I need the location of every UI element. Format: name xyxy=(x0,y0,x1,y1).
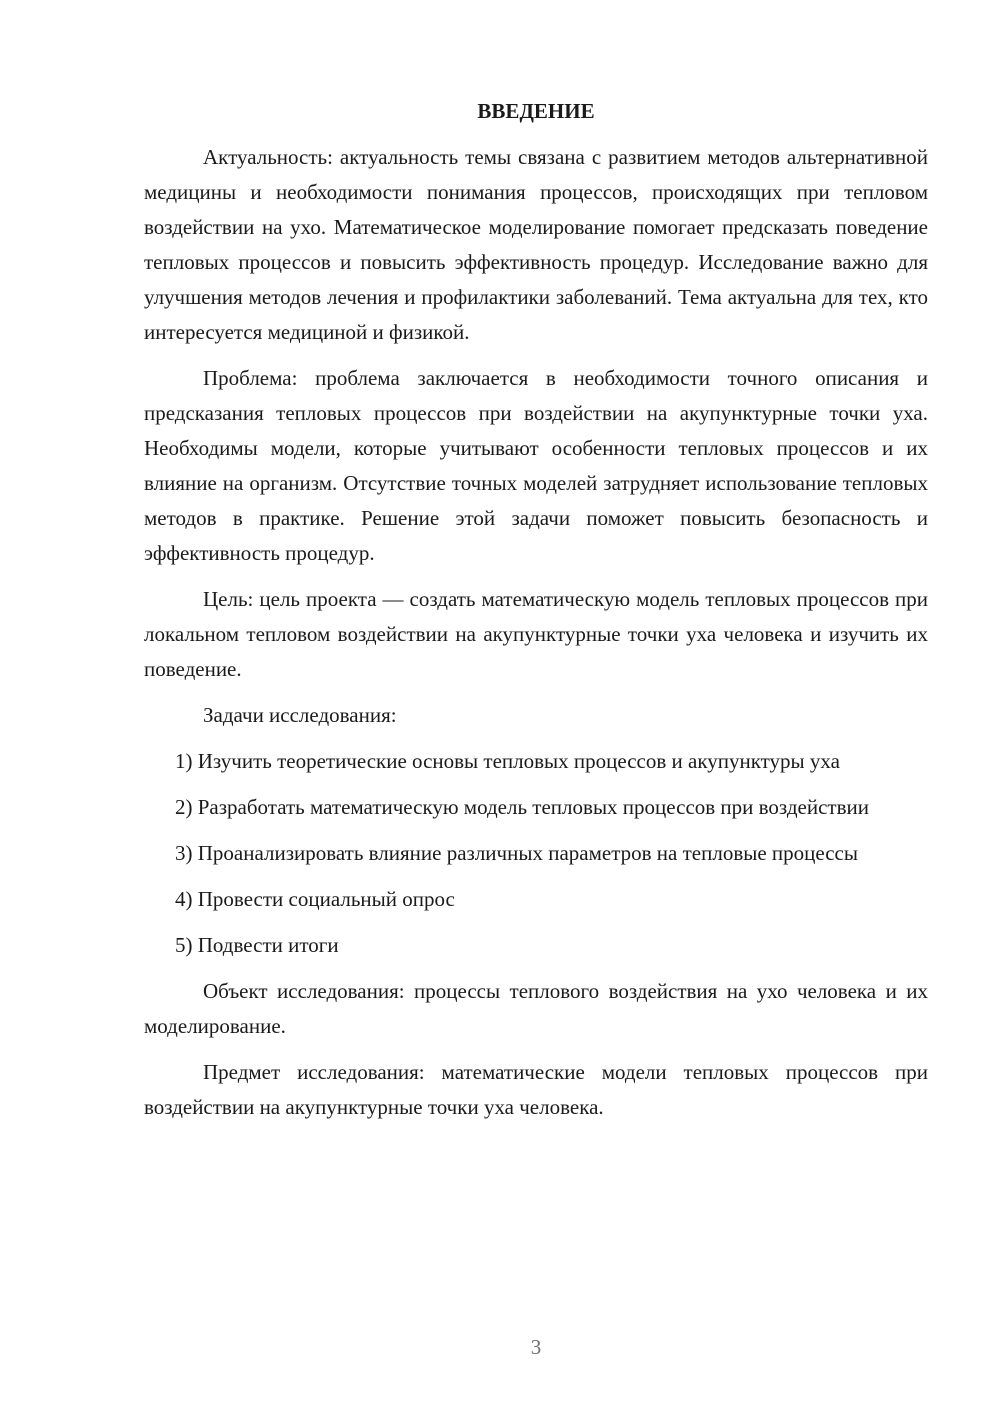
task-item: 5) Подвести итоги xyxy=(175,933,339,957)
tasks-list xyxy=(144,744,928,963)
task-item: 2) Разработать математическую модель тепловых процессов при воздействии xyxy=(175,795,869,819)
object-paragraph: Объект исследования: процессы теплового воздействия на ухо человека и их моделирование. xyxy=(144,979,928,1038)
page-number: 3 xyxy=(530,1335,542,1359)
problem-paragraph: Проблема: проблема заключается в необходимости точного описания и предсказания тепловых процессов при воздействии на акупунктурные точки уха. Необходимы модели, которые учитывают особенности тепловых процессов и их влияние на организм. Отсутствие точных моделей затрудняет использование тепловых методов в практике. Решение этой задачи поможет повысить безопасность и эффективность процедур. xyxy=(144,366,928,565)
tasks-title: Задачи исследования: xyxy=(203,703,397,727)
document-page xyxy=(144,94,928,1136)
task-item: 4) Провести социальный опрос xyxy=(175,887,455,911)
relevance-paragraph: Актуальность: актуальность темы связана с развитием методов альтернативной медицины и необходимости понимания процессов, происходящих при тепловом воздействии на ухо. Математическое моделирование помогает предсказать поведение тепловых процессов и повысить эффективность процедур. Исследование важно для улучшения методов лечения и профилактики заболеваний. Тема актуальна для тех, кто интересуется медициной и физикой. xyxy=(144,145,928,344)
section-heading: ВВЕДЕНИЕ xyxy=(477,99,595,123)
task-item: 3) Проанализировать влияние различных параметров на тепловые процессы xyxy=(175,841,858,865)
goal-paragraph: Цель: цель проекта — создать математическую модель тепловых процессов при локальном тепловом воздействии на акупунктурные точки уха человека и изучить их поведение. xyxy=(144,587,928,681)
subject-paragraph: Предмет исследования: математические модели тепловых процессов при воздействии на акупунктурные точки уха человека. xyxy=(144,1060,928,1119)
task-item: 1) Изучить теоретические основы тепловых процессов и акупунктуры уха xyxy=(175,749,840,773)
